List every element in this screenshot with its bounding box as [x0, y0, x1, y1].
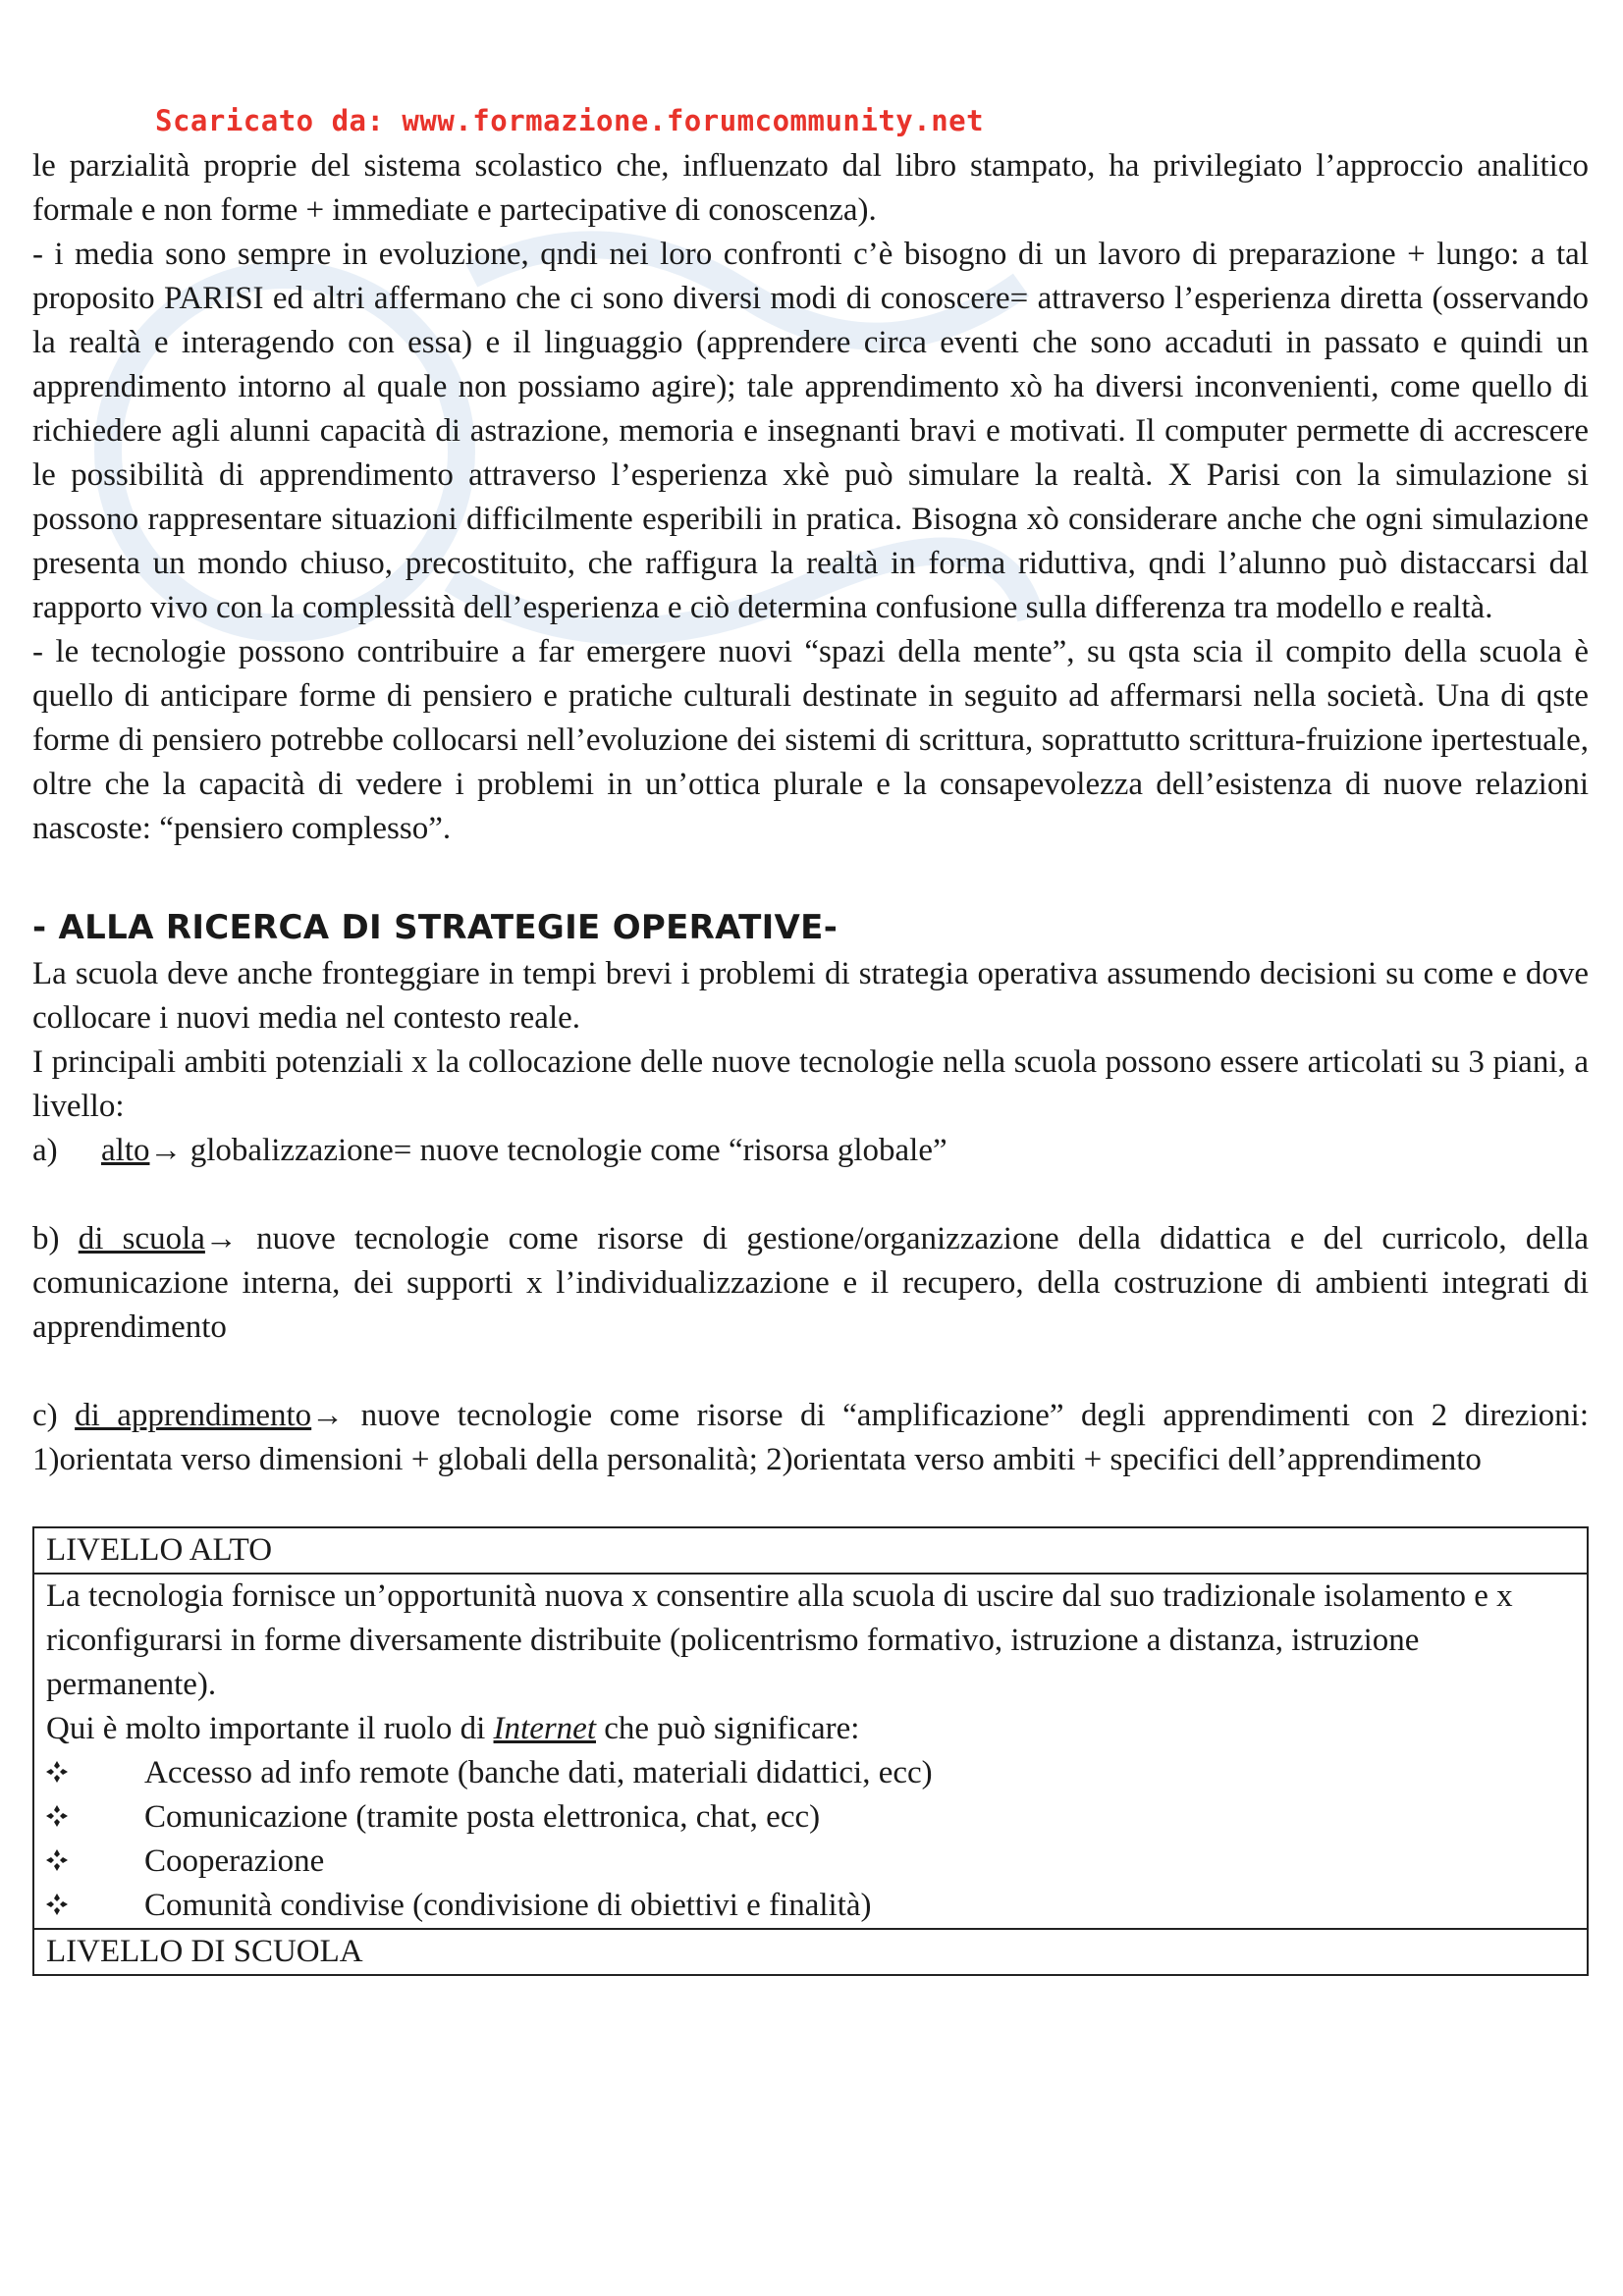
list-item: [46, 1795, 1575, 1840]
list-item-c: [32, 1394, 1589, 1482]
list-item: [46, 1751, 1575, 1795]
paragraph-3: - le tecnologie possono contribuire a far emergere nuovi “spazi della mente”, su qsta scia il compito della scuola è quello di anticipare forme di pensiero e pratiche culturali destinate in seguito ad affermarsi nella società. Una di qste forme di pensiero potrebbe collocarsi nell’evoluzione dei sistemi di scrittura, soprattutto scrittura-fruizione ipertestuale, oltre che la capacità di vedere i problemi in un’ottica plurale e la consapevolezza dell’esistenza di nuove relazioni nascoste: “pensiero complesso”.: [32, 634, 1589, 846]
bullet-text: Cooperazione: [144, 1843, 325, 1879]
table-row-title-livello-alto: LIVELLO ALTO: [33, 1527, 1588, 1574]
table-row: [33, 1929, 1588, 1975]
diamond-bullet-icon: [46, 1751, 144, 1795]
list-item-a-term: alto: [101, 1133, 150, 1168]
list-item-c-label: c): [32, 1398, 58, 1433]
document-body: [32, 144, 1589, 1976]
list-item-a: [32, 1129, 1589, 1173]
table-cell-text: La tecnologia fornisce un’opportunità nuova x consentire alla scuola di uscire dal suo tradizionale isolamento e x riconfigurarsi in forme diversamente distribuite (policentrismo formativo, istruzione a distanza, istruzione permanente).: [46, 1578, 1513, 1702]
list-item: [46, 1840, 1575, 1884]
list-item-a-label: a): [32, 1133, 58, 1168]
paragraph-1: le parzialità proprie del sistema scolastico che, influenzato dal libro stampato, ha privilegiato l’approccio analitico formale e non forme + immediate e partecipative di conoscenza).: [32, 148, 1589, 228]
internet-word: Internet: [493, 1711, 596, 1746]
list-item-c-term: di apprendimento: [75, 1398, 312, 1433]
table-row: [33, 1527, 1588, 1574]
list-item-c-text: → nuove tecnologie come risorse di “amplificazione” degli apprendimenti con 2 direzioni: 1)orientata verso dimensioni + globali della personalità; 2)orientata verso ambiti + specifici dell’apprendimento: [32, 1398, 1590, 1477]
source-link[interactable]: Scaricato da: www.formazione.forumcommunity.net: [155, 104, 985, 137]
diamond-bullet-icon: [46, 1884, 144, 1928]
diamond-bullet-icon: [46, 1795, 144, 1840]
list-item: [46, 1884, 1575, 1928]
diamond-bullet-icon: [46, 1840, 144, 1884]
section-intro-2: I principali ambiti potenziali x la collocazione delle nuove tecnologie nella scuola possono essere articolati su 3 piani, a livello:: [32, 1044, 1589, 1124]
list-item-a-text: → globalizzazione= nuove tecnologie come “risorsa globale”: [149, 1133, 947, 1168]
table-row: [33, 1574, 1588, 1929]
spacer: [32, 1350, 1589, 1394]
spacer: [32, 851, 1589, 895]
list-item-b-text: → nuove tecnologie come risorse di gestione/organizzazione della didattica e del curricolo, della comunicazione interna, dei supporti x l’individualizzazione e il recupero, della costruzione di ambienti integrati di apprendimento: [32, 1221, 1590, 1345]
table-cell-livello-alto-content: [33, 1574, 1588, 1929]
list-item-b-label: b): [32, 1221, 60, 1256]
bullet-text: Comunicazione (tramite posta elettronica, chat, ecc): [144, 1799, 821, 1835]
section-intro-1: La scuola deve anche fronteggiare in tempi brevi i problemi di strategia operativa assumendo decisioni su come e dove collocare i nuovi media nel contesto reale.: [32, 956, 1589, 1036]
internet-post: che può significare:: [596, 1711, 860, 1746]
table-row-title-livello-di-scuola: LIVELLO DI SCUOLA: [33, 1929, 1588, 1975]
list-item-b: [32, 1217, 1589, 1350]
levels-table: [32, 1526, 1589, 1976]
list-item-b-term: di scuola: [78, 1221, 205, 1256]
bullet-text: Comunità condivise (condivisione di obiettivi e finalità): [144, 1888, 872, 1923]
internet-sentence: [46, 1707, 1575, 1751]
paragraph-2: - i media sono sempre in evoluzione, qndi nei loro confronti c’è bisogno di un lavoro di preparazione + lungo: a tal proposito PARISI ed altri affermano che ci sono diversi modi di conoscere= attraverso l’esperienza diretta (osservando la realtà e interagendo con essa) e il linguaggio (apprendere circa eventi che sono accaduti in passato e quindi un apprendimento intorno al quale non possiamo agire); tale apprendimento xò ha diversi inconvenienti, come quello di richiedere agli alunni capacità di astrazione, memoria e insegnanti bravi e motivati. Il computer permette di accrescere le possibilità di apprendimento attraverso l’esperienza xkè può simulare la realtà. X Parisi con la simulazione si possono rappresentare situazioni difficilmente esperibili in pratica. Bisogna xò considerare anche che ogni simulazione presenta un mondo chiuso, precostituito, che raffigura la realtà in forma riduttiva, qndi l’alunno può distaccarsi dal rapporto vivo con la complessità dell’esperienza e ciò determina confusione sulla differenza tra modello e realtà.: [32, 237, 1589, 625]
section-title: - ALLA RICERCA DI STRATEGIE OPERATIVE-: [32, 908, 839, 947]
spacer: [32, 1173, 1589, 1217]
internet-pre: Qui è molto importante il ruolo di: [46, 1711, 494, 1746]
bullet-text: Accesso ad info remote (banche dati, materiali didattici, ecc): [144, 1755, 933, 1790]
